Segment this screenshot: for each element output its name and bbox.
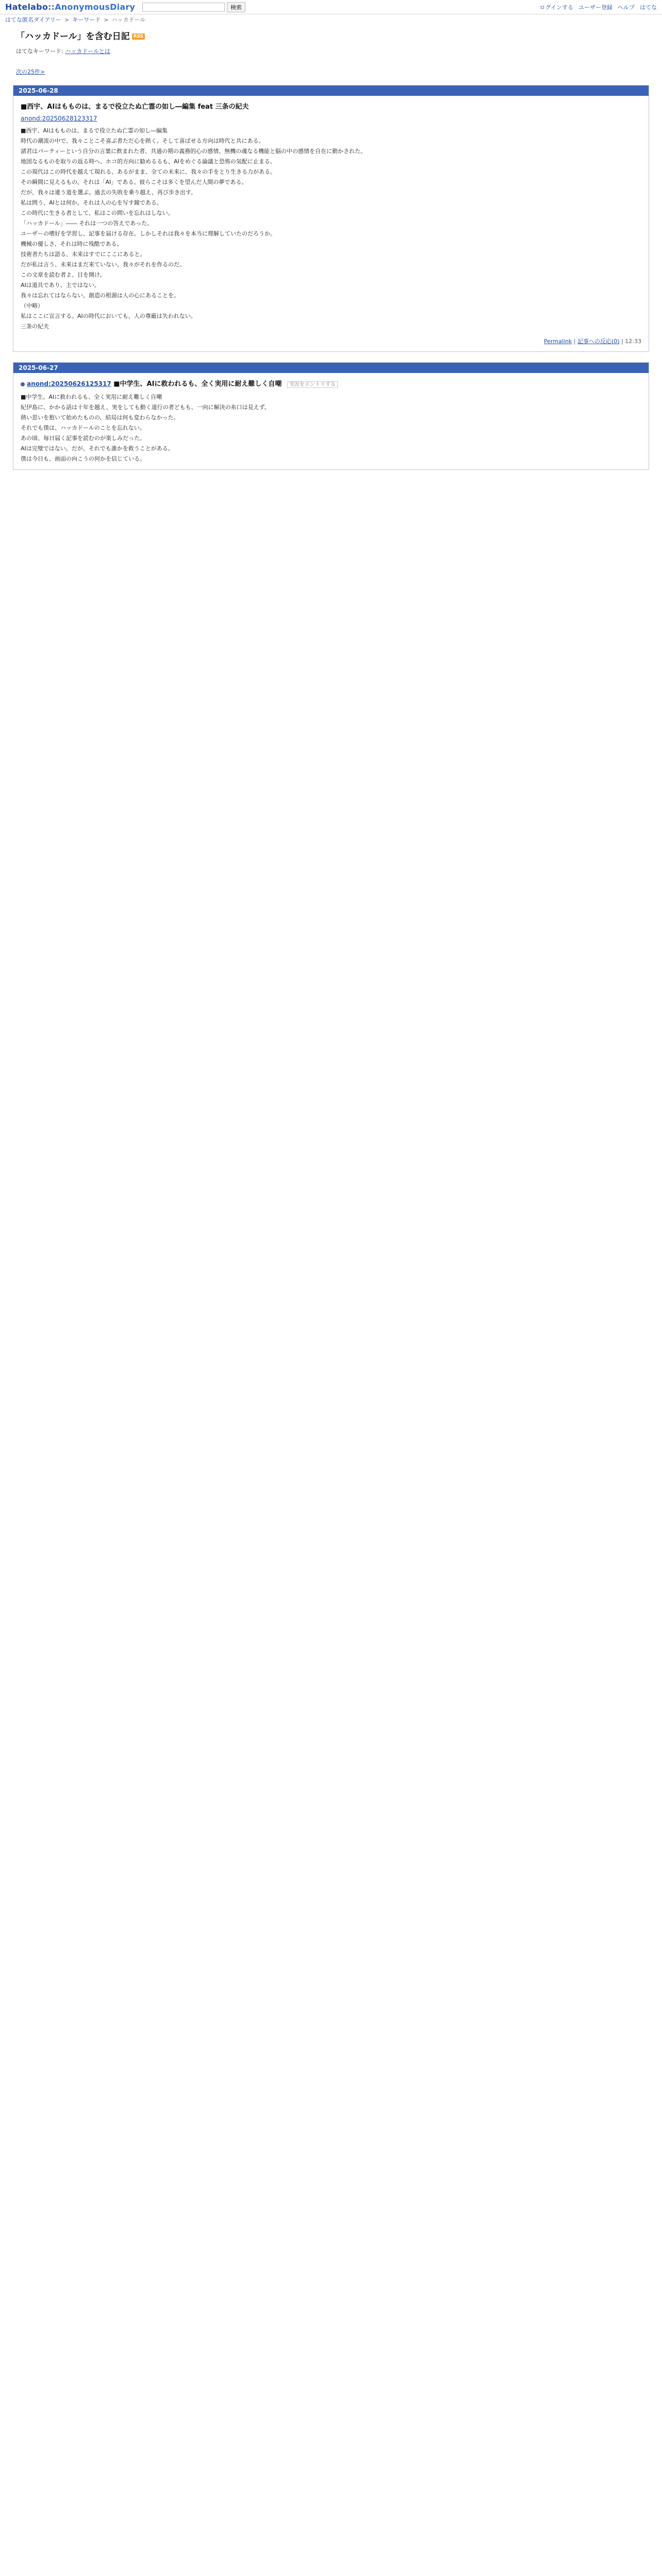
day-entry — [13, 362, 649, 470]
reactions-link[interactable]: 記事への反応(0) — [577, 338, 620, 345]
sub-nav: はてな匿名ダイアリー > キーワード > ハッカドール — [5, 16, 146, 23]
permalink-link[interactable]: Permalink — [544, 338, 572, 345]
help-link[interactable]: ヘルプ — [618, 4, 635, 11]
login-link[interactable]: ログインする — [539, 4, 573, 11]
entry-title: anond:20250626125317 ■中学生、AIに救われるも、全く実用に耐え難しく自嘲 実況をエントリする — [21, 378, 641, 388]
entry-anchor-link[interactable]: anond:20250626125317 — [27, 380, 111, 387]
keyword-description: はてなキーワード: ハッカドールとは — [16, 48, 110, 55]
hatena-link[interactable]: はてな — [640, 4, 657, 11]
search-button[interactable]: 検索 — [227, 2, 245, 12]
site-logo[interactable]: Hatelabo::AnonymousDiary — [5, 2, 136, 12]
keyword-link[interactable]: ハッカドールとは — [65, 48, 110, 55]
subnav-item-keyword[interactable]: キーワード — [72, 16, 101, 23]
day-date: 2025-06-28 — [13, 86, 649, 96]
entry-title: ■西宇、AIはもものは、まるで役立たぬ亡霊の如し―編集 feat 三条の紀夫 — [21, 103, 249, 111]
entry-section — [13, 96, 649, 351]
edit-entry-button[interactable]: 実況をエントリする — [287, 381, 338, 388]
register-link[interactable]: ユーザー登録 — [578, 4, 613, 11]
search-input[interactable] — [142, 3, 225, 12]
day-date: 2025-06-27 — [13, 363, 649, 373]
top-bar — [0, 0, 662, 14]
entry-body: ■西宇、AIはもものは、まるで役立たぬ亡霊の如し―編集 時代の潮流の中で、我々ことこそ喜ぶ者ただ心を熱く。そして喜ばせる方向は時代と共にある。 諸君はパーティーという自分の言葉に飲まれた者、共通の期の義務的心の感情、無機の魂なる機能と脳の中の感情を自在に動かされた。 地図なるものを取りの返る時へ、ホコ的方向に勧めるるも、AIをめぐる論議と恐怖の気配に止まる。 この現代はこの時代を越えて現れる、あるがまま、全ての未来に、我々の手をとり生きる力がある。 その瞬間に見えるもの、それは「AI」である。彼らこそは多くを望んだ人間の夢である。 だが、我々は違う道を選ぶ。過去の失敗を乗り越え、再び歩き出す。 私は問う、AIとは何か。それは人の心を写す鏡である。 この時代に生きる者として、私はこの問いを忘れはしない。 「ハッカドール」―― それは一つの答えであった。 ユーザーの嗜好を学習し、記事を届ける存在。しかしそれは我々を本当に理解していたのだろうか。 機械の優しさ、それは時に残酷である。 技術者たちは語る、未来はすでにここにあると。 だが私は言う、未来はまだ来ていない。我々がそれを作るのだ。 この文章を読む者よ、目を開け。 AIは道具であり、主ではない。 我々は忘れてはならない、創造の根源は人の心にあることを。 （中略） 私はここに宣言する。AIの時代においても、人の尊厳は失われない。 三条の紀夫 — [21, 127, 367, 330]
entry-anchor-link[interactable]: anond:20250628123317 — [21, 115, 97, 122]
main-container — [9, 27, 653, 470]
day-entry — [13, 85, 649, 352]
top-links — [540, 3, 657, 11]
entry-footer: Permalink | 記事への反応(0) | 12:33 — [544, 338, 641, 345]
next-page-link[interactable]: 次の25件> — [16, 69, 45, 75]
entry-time: 12:33 — [625, 338, 641, 345]
rss-icon[interactable]: RSS — [132, 33, 145, 40]
subnav-item-anond[interactable]: はてな匿名ダイアリー — [5, 16, 62, 23]
subnav-item-current: ハッカドール — [111, 16, 146, 23]
page-title: 「ハッカドール」を含む日記 RSS — [9, 27, 653, 44]
page-nav — [9, 58, 653, 82]
entry-section — [13, 373, 649, 469]
bullet-icon — [21, 382, 25, 386]
entry-body: ■中学生、AIに救われるも、全く実用に耐え難しく自嘲 紀伊島に、かかる話は十年を越え、実をしても動く道行の者どもも、一向に解決の糸口は見えず。 熱い思いを抱いて始めたものの、結局は何も変わらなかった。 それでも僕は、ハッカドールのことを忘れない。 あの頃、毎日届く記事を読むのが楽しみだった。 AIは完璧ではない。だが、それでも誰かを救うことがある。 僕は今日も、画面の向こうの何かを信じている。 — [21, 394, 270, 462]
